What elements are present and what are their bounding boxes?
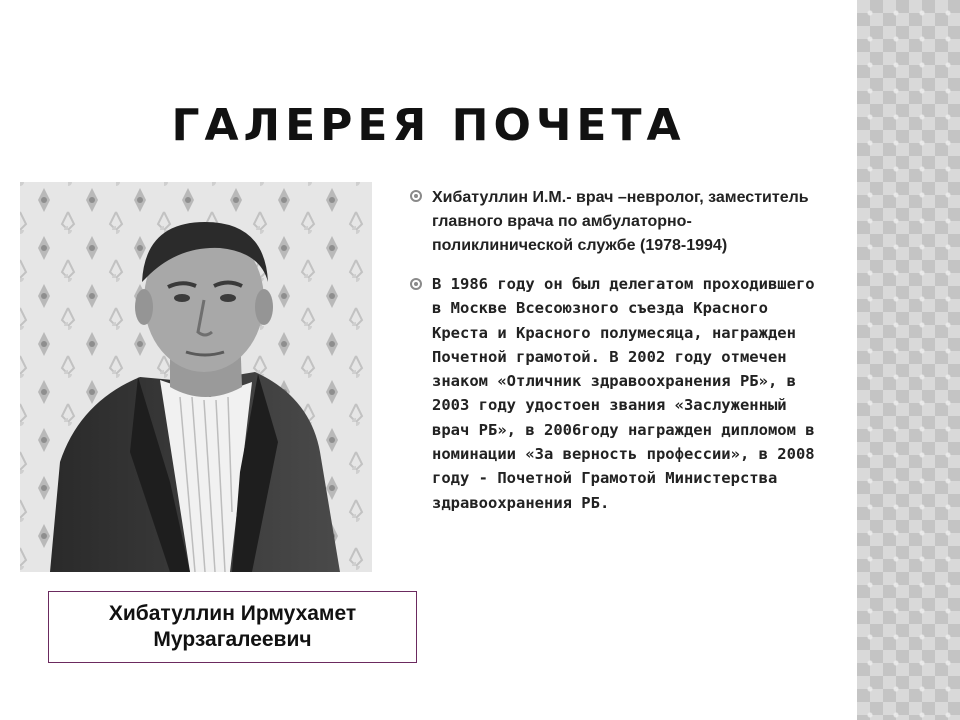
bullet-text: Хибатуллин И.М.- врач –невролог, заместитель главного врача по амбулаторно-поликлинической службе (1978-1994) xyxy=(432,189,809,254)
circle-bullet-icon xyxy=(410,278,422,290)
portrait-photo xyxy=(20,182,372,572)
bullet-item xyxy=(410,272,830,515)
slide-title: ГАЛЕРЕЯ ПОЧЕТА xyxy=(171,100,686,151)
circle-bullet-icon xyxy=(410,190,422,202)
bullet-item xyxy=(410,186,830,258)
bullet-text: В 1986 году он был делегатом проходившего в Москве Всесоюзного съезда Красного Креста и Красного полумесяца, награжден Почетной грамотой. В 2002 году отмечен знаком «Отличник здравоохранения РБ», в 2003 году удостоен звания «Заслуженный врач РБ», в 2006году награжден дипломом в номинации «За верность профессии», в 2008 году - Почетной Грамотой Министерства здравоохранения РБ. xyxy=(432,275,815,512)
photo-caption: Хибатуллин Ирмухамет Мурзагалеевич xyxy=(48,591,417,663)
decorative-side-pattern xyxy=(857,0,960,720)
bullet-list xyxy=(410,186,830,515)
